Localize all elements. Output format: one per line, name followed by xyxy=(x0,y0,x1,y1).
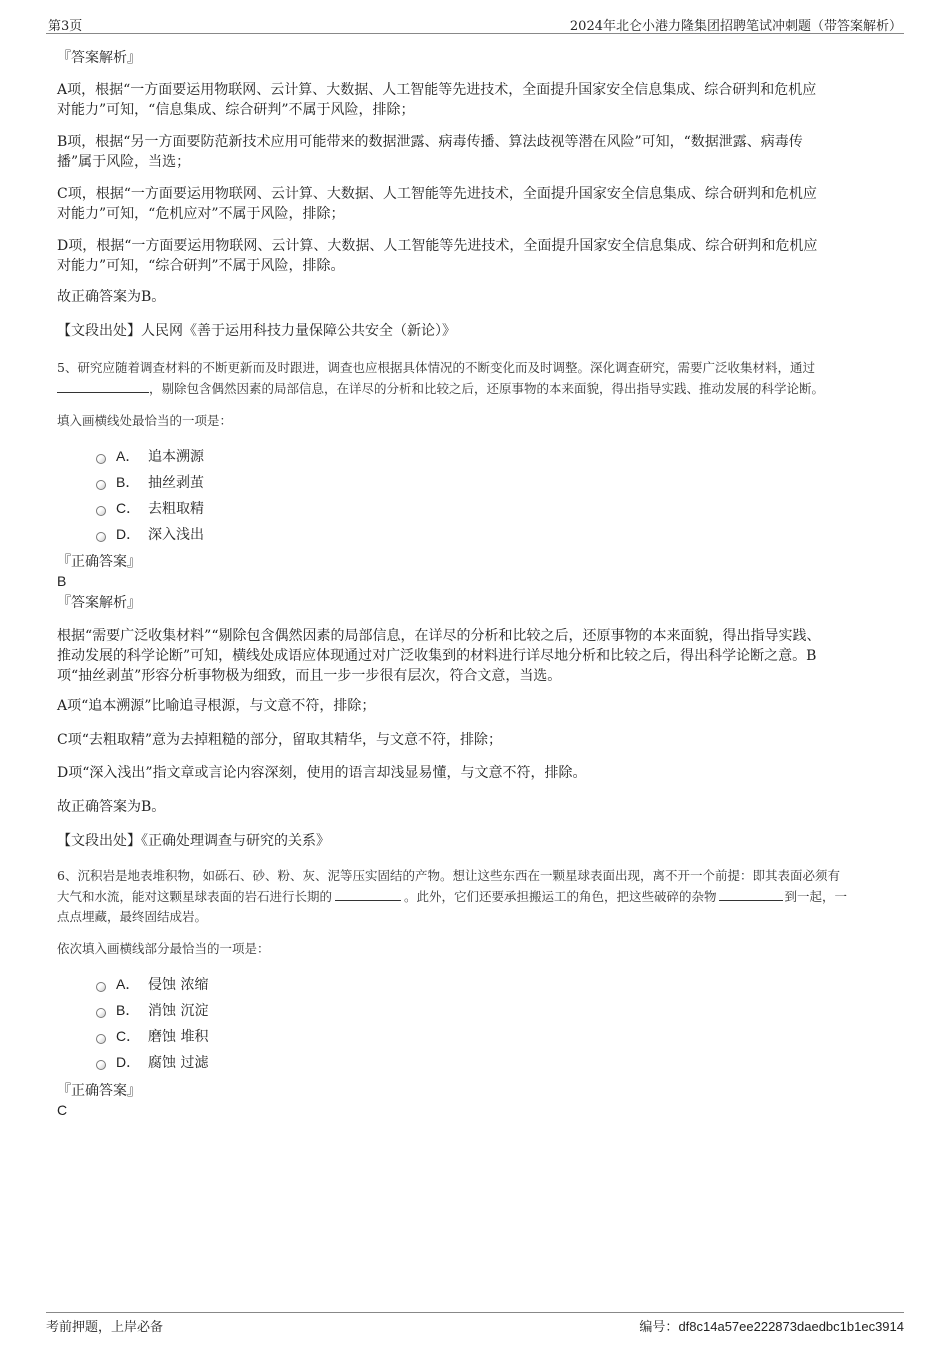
radio-icon[interactable] xyxy=(96,1008,106,1018)
q6-stem-line2-part1: 大气和水流，能对这颗星球表面的岩石进行长期的 xyxy=(57,889,333,904)
q6-stem xyxy=(57,866,887,927)
radio-icon[interactable] xyxy=(96,480,106,490)
footer-code-label: 编号： xyxy=(639,1320,679,1335)
q6-answer: C xyxy=(57,1102,68,1118)
page-header xyxy=(46,13,904,34)
radio-icon[interactable] xyxy=(96,506,106,516)
option-letter: B． xyxy=(116,474,140,490)
q5-answer-title: 『正确答案』 xyxy=(57,554,141,570)
option-text: 去粗取精 xyxy=(148,501,204,517)
q5-analysis-line2: 推动发展的科学论断”可知，横线处成语应体现通过对广泛收集到的材料进行详尽地分析和比较之后，得出科学论断之意。B xyxy=(57,648,817,664)
q6-option-a[interactable] xyxy=(96,974,208,994)
q4-analysis-d-line1: D项，根据“一方面要运用物联网、云计算、大数据、人工智能等先进技术，全面提升国家安全信息集成、综合研判和危机应 xyxy=(57,238,818,254)
q5-stem-line2-text: ，剔除包含偶然因素的局部信息，在详尽的分析和比较之后，还原事物的本来面貌，得出指导实践、推动发展的科学论断。 xyxy=(149,381,825,396)
q6-stem-line3: 点点埋藏，最终固结成岩。 xyxy=(57,909,208,924)
q5-analysis-a: A项“追本溯源”比喻追寻根源，与文意不符，排除； xyxy=(57,698,376,714)
option-letter: A． xyxy=(116,448,140,464)
q4-conclusion: 故正确答案为B。 xyxy=(57,289,166,305)
q6-stem-line1: 6、沉积岩是地表堆积物，如砾石、砂、粉、灰、泥等压实固结的产物。想让这些东西在一颗星球表面出现，离不开一个前提：即其表面必须有 xyxy=(57,868,840,883)
q4-analysis-b xyxy=(57,132,887,172)
radio-icon[interactable] xyxy=(96,982,106,992)
q5-option-a[interactable] xyxy=(96,446,204,466)
q5-stem xyxy=(57,358,887,399)
q6-stem-line2 xyxy=(57,886,887,907)
q6-stem-line2-part2: 。此外，它们还要承担搬运工的角色，把这些破碎的杂物 xyxy=(404,889,717,904)
document-title: 2024年北仑小港力隆集团招聘笔试冲刺题（带答案解析） xyxy=(569,19,902,34)
q5-option-b[interactable] xyxy=(96,472,204,492)
q4-analysis-d-line2: 对能力”可知，“综合研判”不属于风险，排除。 xyxy=(57,258,345,274)
q5-option-d[interactable] xyxy=(96,524,204,544)
option-text: 追本溯源 xyxy=(148,449,204,465)
option-letter: C． xyxy=(116,1028,141,1044)
footer-slogan: 考前押题，上岸必备 xyxy=(46,1320,164,1335)
q6-blank-2 xyxy=(719,886,783,901)
option-letter: B． xyxy=(116,1002,140,1018)
q5-analysis-line1: 根据“需要广泛收集材料”“剔除包含偶然因素的局部信息，在详尽的分析和比较之后，还原事物的本来面貌，得出指导实践、 xyxy=(57,628,821,644)
radio-icon[interactable] xyxy=(96,454,106,464)
q5-analysis-title: 『答案解析』 xyxy=(57,595,141,611)
q6-blank-1 xyxy=(335,886,401,901)
q4-analysis-c-line1: C项，根据“一方面要运用物联网、云计算、大数据、人工智能等先进技术，全面提升国家安全信息集成、综合研判和危机应 xyxy=(57,186,817,202)
q6-option-c[interactable] xyxy=(96,1026,208,1046)
q5-answer: B xyxy=(57,573,67,589)
q6-option-d[interactable] xyxy=(96,1052,208,1072)
q4-source: 【文段出处】人民网《善于运用科技力量保障公共安全（新论）》 xyxy=(57,323,456,339)
option-letter: C． xyxy=(116,500,141,516)
q6-prompt: 依次填入画横线部分最恰当的一项是： xyxy=(57,941,270,956)
radio-icon[interactable] xyxy=(96,1060,106,1070)
q4-analysis-b-line2: 播”属于风险，当选； xyxy=(57,154,191,170)
option-text: 抽丝剥茧 xyxy=(148,475,204,491)
q5-source: 【文段出处】《正确处理调查与研究的关系》 xyxy=(57,833,330,849)
option-text: 侵蚀 浓缩 xyxy=(148,977,209,993)
q5-analysis xyxy=(57,626,887,686)
page-footer xyxy=(46,1312,904,1337)
q6-option-b[interactable] xyxy=(96,1000,208,1020)
q5-analysis-line3: 项“抽丝剥茧”形容分析事物极为细致，而且一步一步很有层次，符合文意，当选。 xyxy=(57,668,562,684)
q5-analysis-c: C项“去粗取精”意为去掉粗糙的部分，留取其精华，与文意不符，排除； xyxy=(57,732,503,748)
footer-code-block xyxy=(639,1316,904,1335)
q4-analysis-b-line1: B项，根据“另一方面要防范新技术应用可能带来的数据泄露、病毒传播、算法歧视等潜在风险”可知，“数据泄露、病毒传 xyxy=(57,134,803,150)
q5-analysis-d: D项“深入浅出”指文章或言论内容深刻，使用的语言却浅显易懂，与文意不符，排除。 xyxy=(57,765,587,781)
option-text: 磨蚀 堆积 xyxy=(148,1029,209,1045)
option-text: 消蚀 沉淀 xyxy=(148,1003,209,1019)
q4-analysis-c-line2: 对能力”可知，“危机应对”不属于风险，排除； xyxy=(57,206,345,222)
radio-icon[interactable] xyxy=(96,532,106,542)
q5-stem-line2 xyxy=(57,378,887,399)
q5-conclusion: 故正确答案为B。 xyxy=(57,799,166,815)
q4-analysis-c xyxy=(57,184,887,224)
option-letter: D． xyxy=(116,1054,141,1070)
page-number: 第3页 xyxy=(48,19,83,34)
q4-analysis-a xyxy=(57,80,887,120)
option-letter: A． xyxy=(116,976,140,992)
q6-stem-line2-part3: 到一起，一 xyxy=(784,889,848,904)
q4-analysis-a-line1: A项，根据“一方面要运用物联网、云计算、大数据、人工智能等先进技术，全面提升国家安全信息集成、综合研判和危机应 xyxy=(57,82,817,98)
q4-analysis-title: 『答案解析』 xyxy=(57,50,141,66)
q5-prompt: 填入画横线处最恰当的一项是： xyxy=(57,413,233,428)
footer-code: df8c14a57ee222873daedbc1b1ec3914 xyxy=(678,1319,904,1334)
q4-analysis-a-line2: 对能力”可知，“信息集成、综合研判”不属于风险，排除； xyxy=(57,102,415,118)
option-text: 腐蚀 过滤 xyxy=(148,1055,209,1071)
q5-option-c[interactable] xyxy=(96,498,204,518)
q5-stem-line1: 5、研究应随着调查材料的不断更新而及时跟进，调查也应根据具体情况的不断变化而及时调整。深化调查研究，需要广泛收集材料，通过 xyxy=(57,360,815,375)
q4-analysis-d xyxy=(57,236,887,276)
q6-answer-title: 『正确答案』 xyxy=(57,1083,141,1099)
option-letter: D． xyxy=(116,526,141,542)
option-text: 深入浅出 xyxy=(148,527,204,543)
q5-blank xyxy=(57,378,149,393)
radio-icon[interactable] xyxy=(96,1034,106,1044)
